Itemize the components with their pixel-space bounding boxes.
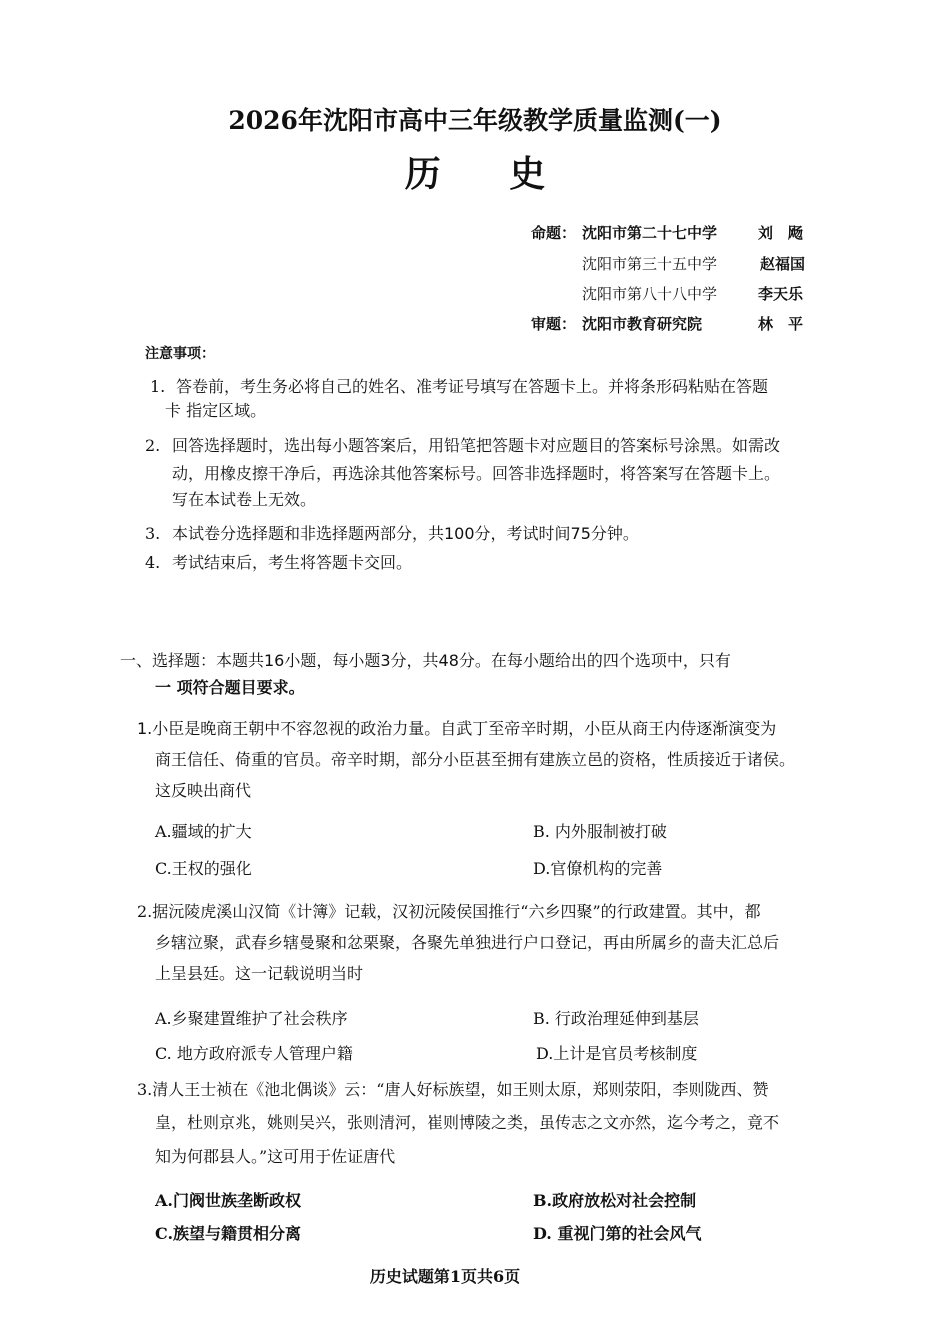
credit-org: 沈阳市第八十八中学 [582,285,718,303]
option-b: B. 内外服制被打破 [533,822,667,841]
option-c: C.王权的强化 [155,859,252,878]
option-a: A.门阀世族垄断政权 [155,1191,301,1210]
question-line: 2.据沅陵虎溪山汉简《计簿》记载，汉初沅陵侯国推行“六乡四聚”的行政建置。其中，都 [137,902,761,921]
note-number: 2. [145,436,161,455]
option-c: C. 地方政府派专人管理户籍 [155,1044,353,1063]
subject-title: 历 史 [404,153,574,195]
note-line: 卡 指定区域。 [165,401,267,420]
credit-role: 命题： [531,224,577,242]
section-line: 一 项符合题目要求。 [155,678,305,697]
question-line: 商王信任、倚重的官员。帝辛时期，部分小臣甚至拥有建族立邑的资格，性质接近于诸侯。 [155,750,796,769]
option-d: D. 重视门第的社会风气 [533,1224,702,1243]
note-line: 动，用橡皮擦干净后，再选涂其他答案标号。回答非选择题时，将答案写在答题卡上。 [172,464,781,483]
exam-title: 2026年沈阳市高中三年级教学质量监测(一) [228,106,722,135]
note-number: 4. [145,553,161,572]
option-a: A.乡聚建置维护了社会秩序 [155,1009,348,1028]
option-b: B.政府放松对社会控制 [533,1191,697,1210]
note-line: 考试结束后，考生将答题卡交回。 [172,553,413,572]
question-line: 3.清人王士祯在《池北偶谈》云：“唐人好标族望，如王则太原，郑则荥阳，李则陇西、赞 [137,1080,769,1099]
question-line: 1.小臣是晚商王朝中不容忽视的政治力量。自武丁至帝辛时期，小臣从商王内侍逐渐演变为 [137,719,777,738]
note-line: 写在本试卷上无效。 [172,490,317,509]
question-line: 上呈县廷。这一记载说明当时 [155,964,364,983]
note-line: 答卷前，考生务必将自己的姓名、准考证号填写在答题卡上。并将条形码粘贴在答题 [176,377,769,396]
notes-heading: 注意事项： [145,346,215,362]
question-line: 这反映出商代 [155,781,252,800]
question-line: 知为何郡县人。”这可用于佐证唐代 [155,1147,396,1166]
question-line: 皇，杜则京兆，姚则吴兴，张则清河，崔则博陵之类，虽传志之文亦然，迄今考之，竟不 [155,1113,780,1132]
page-footer: 历史试题第1页共6页 [369,1267,521,1286]
note-number: 1. [150,377,166,396]
credit-role: 审题： [531,315,577,333]
credit-name: 刘 飏 [758,224,804,242]
note-number: 3. [145,524,161,543]
credit-org: 沈阳市第三十五中学 [582,255,718,273]
option-c: C.族望与籍贯相分离 [155,1224,302,1243]
option-d: D.上计是官员考核制度 [536,1044,698,1063]
section-line: 一、选择题：本题共16小题，每小题3分，共48分。在每小题给出的四个选项中，只有 [120,651,731,670]
credit-org: 沈阳市第二十七中学 [582,224,718,242]
note-line: 本试卷分选择题和非选择题两部分，共100分，考试时间75分钟。 [172,524,639,543]
note-line: 回答选择题时，选出每小题答案后，用铅笔把答题卡对应题目的答案标号涂黑。如需改 [172,436,781,455]
credit-name: 李天乐 [758,285,804,303]
option-d: D.官僚机构的完善 [533,859,663,878]
credit-org: 沈阳市教育研究院 [582,315,703,333]
credit-name: 林 平 [758,315,804,333]
option-b: B. 行政治理延伸到基层 [533,1009,699,1028]
option-a: A.疆域的扩大 [155,822,252,841]
question-line: 乡辖泣聚，武春乡辖曼聚和忿栗聚，各聚先单独进行户口登记，再由所属乡的啬夫汇总后 [155,933,780,952]
credit-name: 赵福国 [760,255,806,273]
